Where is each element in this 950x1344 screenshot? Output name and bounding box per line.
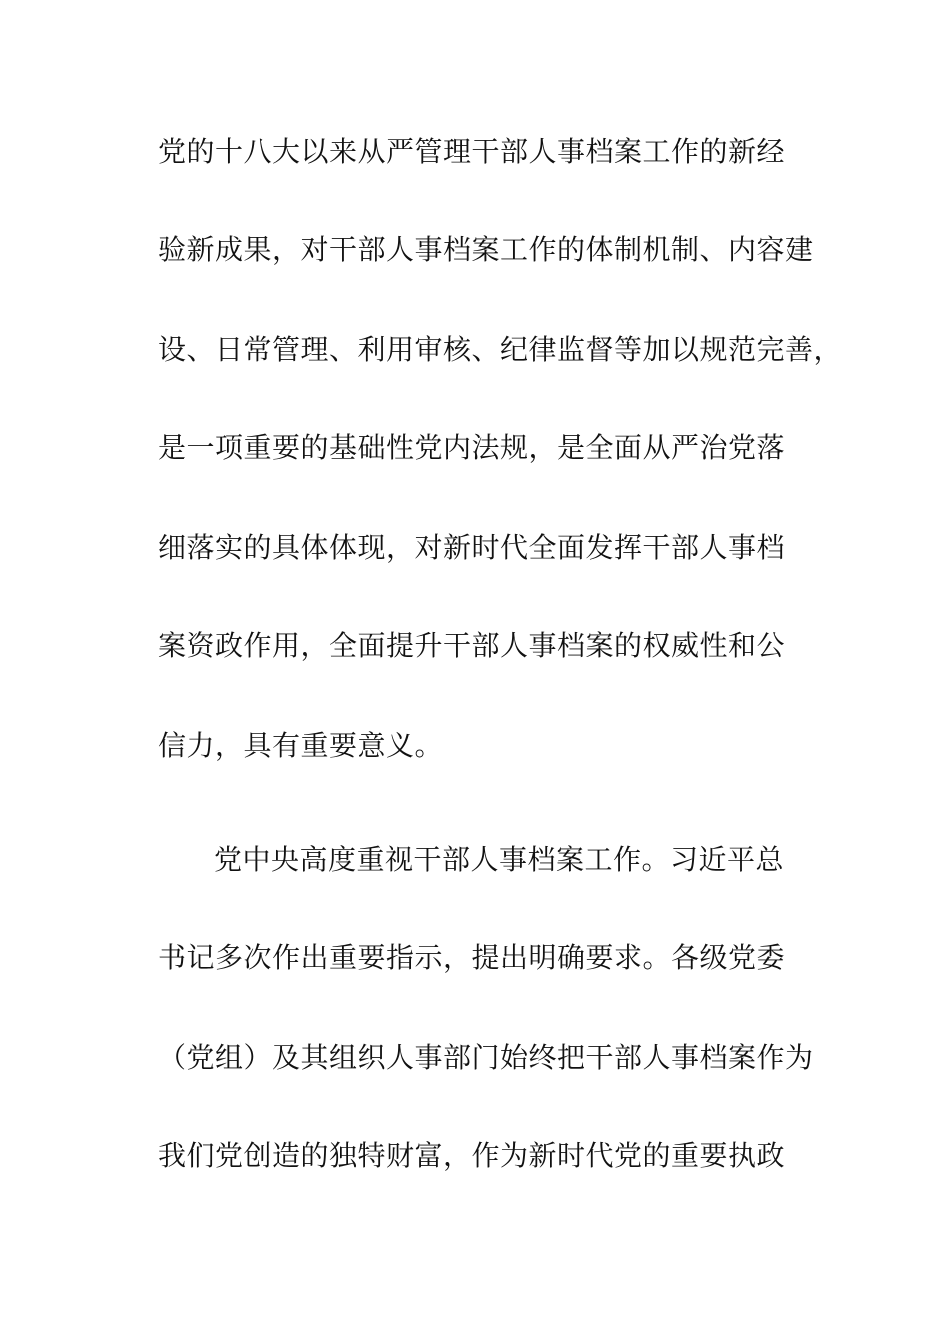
text-line: 党中央高度重视干部人事档案工作。习近平总 — [214, 843, 785, 876]
text-line: 信力，具有重要意义。 — [158, 729, 444, 762]
text-line: 我们党创造的独特财富，作为新时代党的重要执政 — [158, 1139, 786, 1172]
text-line: 党的十八大以来从严管理干部人事档案工作的新经 — [158, 135, 786, 168]
text-line: 是一项重要的基础性党内法规，是全面从严治党落 — [158, 431, 786, 464]
text-line: 书记多次作出重要指示，提出明确要求。各级党委 — [158, 941, 786, 974]
text-line: 案资政作用，全面提升干部人事档案的权威性和公 — [158, 629, 786, 662]
text-line: 验新成果，对干部人事档案工作的体制机制、内容建 — [158, 233, 814, 266]
text-line: 细落实的具体体现，对新时代全面发挥干部人事档 — [158, 531, 786, 564]
text-line: 设、日常管理、利用审核、纪律监督等加以规范完善， — [158, 333, 843, 366]
text-line: （党组）及其组织人事部门始终把干部人事档案作为 — [158, 1041, 814, 1074]
